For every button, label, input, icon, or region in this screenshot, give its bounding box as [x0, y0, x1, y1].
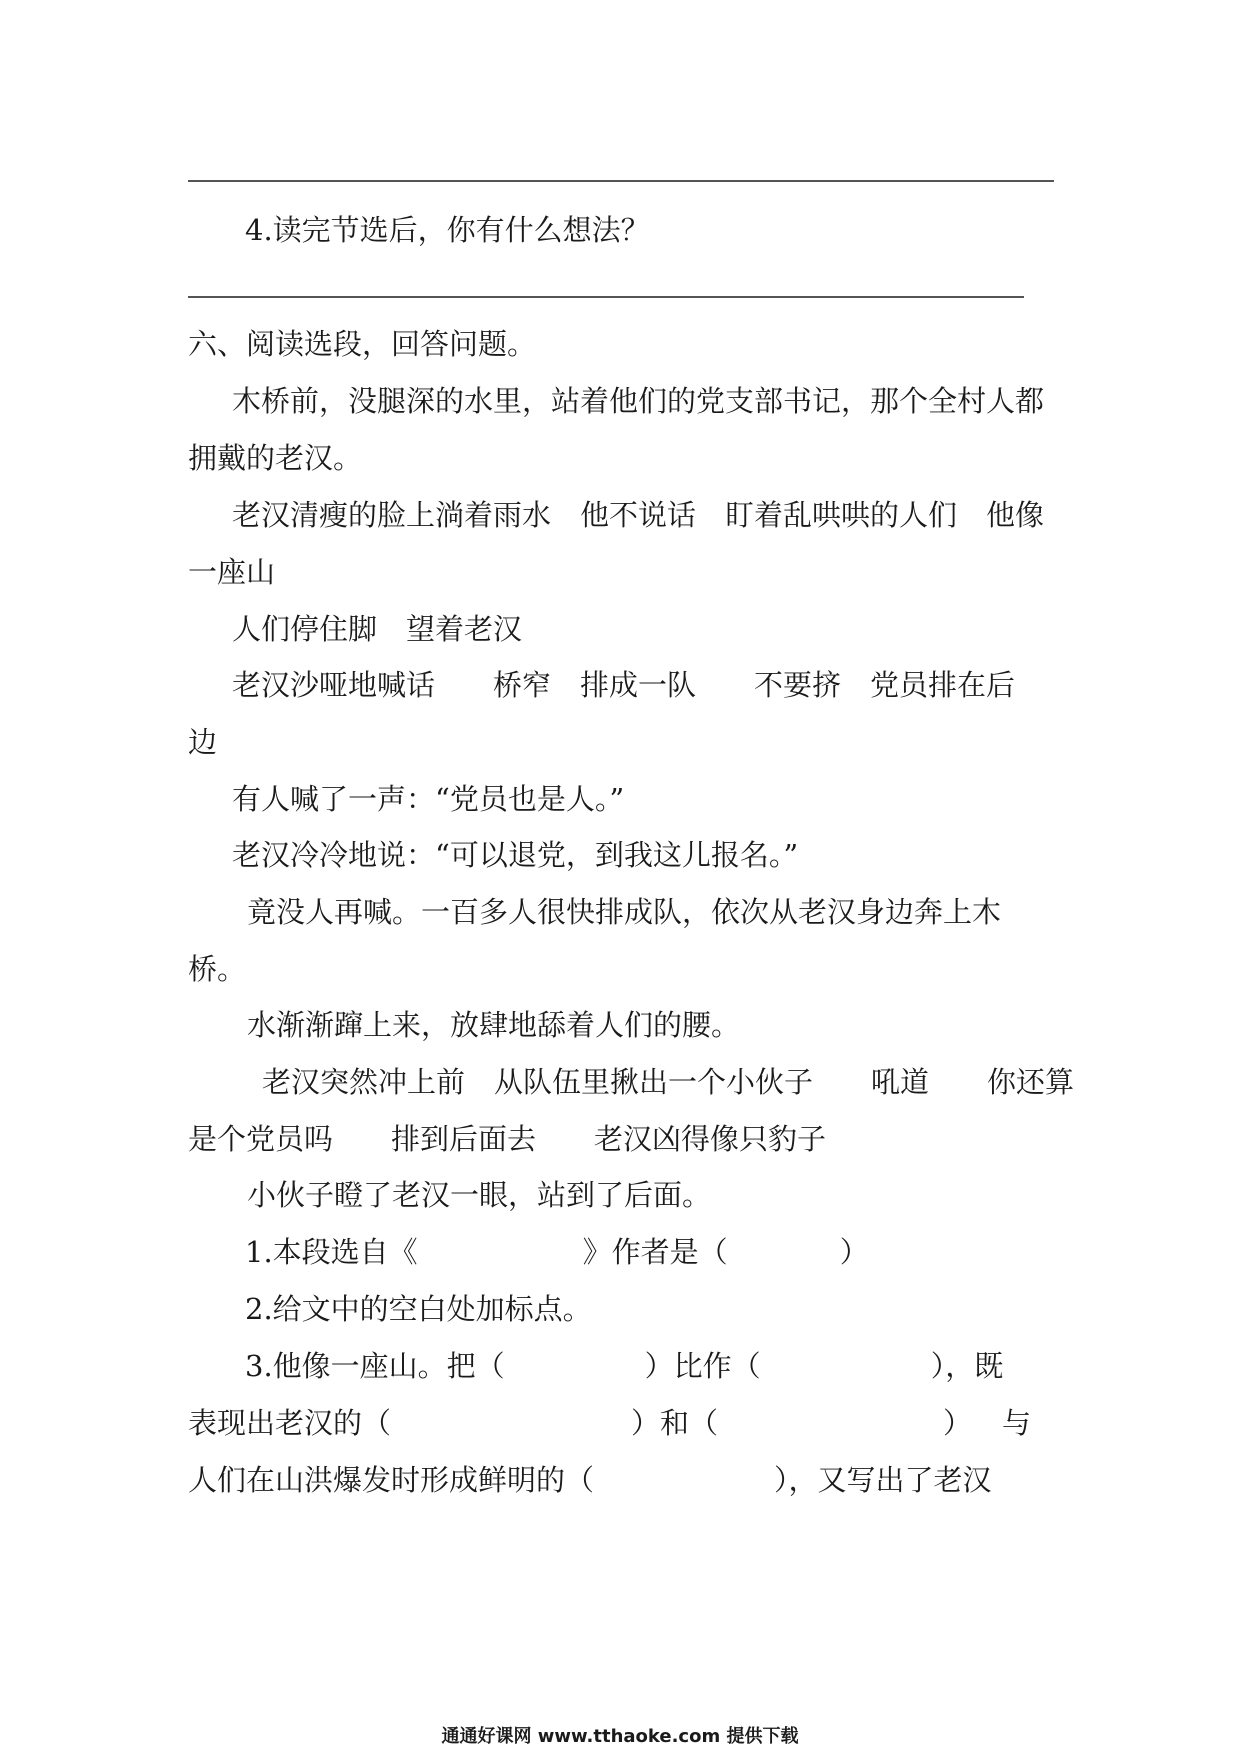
passage-line: 有人喊了一声：“党员也是人。”: [232, 782, 625, 816]
passage-line: 一座山: [188, 555, 276, 589]
q3-text-a: 3.他像一座山。把（: [245, 1349, 505, 1383]
passage-line: 人们停住脚 望着老汉: [232, 612, 523, 646]
q3-text-h: 人们在山洪爆发时形成鲜明的（: [188, 1463, 595, 1497]
q3-text-i: ），又写出了老汉: [774, 1463, 992, 1497]
passage-line: 桥。: [188, 952, 247, 986]
answer-line: [188, 296, 1024, 298]
section-heading: 六、阅读选段，回答问题。: [188, 327, 537, 361]
passage-line: 老汉沙哑地喊话 桥窄 排成一队 不要挤 党员排在后: [232, 668, 1016, 702]
q3-text-c: ），既: [930, 1349, 1004, 1383]
question-3-line-3: [188, 1460, 992, 1500]
passage-line: 木桥前，没腿深的水里，站着他们的党支部书记，那个全村人都: [232, 384, 1045, 418]
passage-line: 老汉冷冷地说：“可以退党，到我这儿报名。”: [232, 838, 799, 872]
passage-line: 边: [188, 725, 218, 759]
passage-line: 拥戴的老汉。: [188, 441, 363, 475]
passage-line: 是个党员吗 排到后面去 老汉凶得像只豹子: [188, 1122, 827, 1156]
answer-line: [188, 180, 1054, 182]
q1-text-c: ）: [839, 1235, 869, 1269]
question-1: [245, 1232, 869, 1272]
passage-line: 小伙子瞪了老汉一眼，站到了后面。: [247, 1178, 712, 1212]
passage-line: 老汉清瘦的脸上淌着雨水 他不说话 盯着乱哄哄的人们 他像: [232, 498, 1045, 532]
question-3-line-2: [188, 1403, 1031, 1443]
q1-text-b: 》作者是（: [582, 1235, 728, 1269]
question-3-line-1: [245, 1346, 1003, 1386]
footer-credit: 通通好课网 www.tthaoke.com 提供下载: [441, 1726, 799, 1747]
q1-text-a: 1.本段选自《: [245, 1235, 418, 1269]
q3-text-b: ）比作（: [644, 1349, 761, 1383]
question-2: 2.给文中的空白处加标点。: [245, 1292, 592, 1326]
q3-text-f: ）: [943, 1406, 973, 1440]
passage-line: 竟没人再喊。一百多人很快排成队，依次从老汉身边奔上木: [247, 895, 1002, 929]
question-4: 4.读完节选后，你有什么想法？: [245, 213, 650, 247]
q3-text-e: ）和（: [631, 1406, 719, 1440]
passage-line: 老汉突然冲上前 从队伍里揪出一个小伙子 吼道 你还算: [262, 1065, 1075, 1099]
q3-text-g: 与: [1002, 1406, 1032, 1440]
q3-text-d: 表现出老汉的（: [188, 1406, 392, 1440]
passage-line: 水渐渐蹿上来，放肆地舔着人们的腰。: [247, 1008, 741, 1042]
